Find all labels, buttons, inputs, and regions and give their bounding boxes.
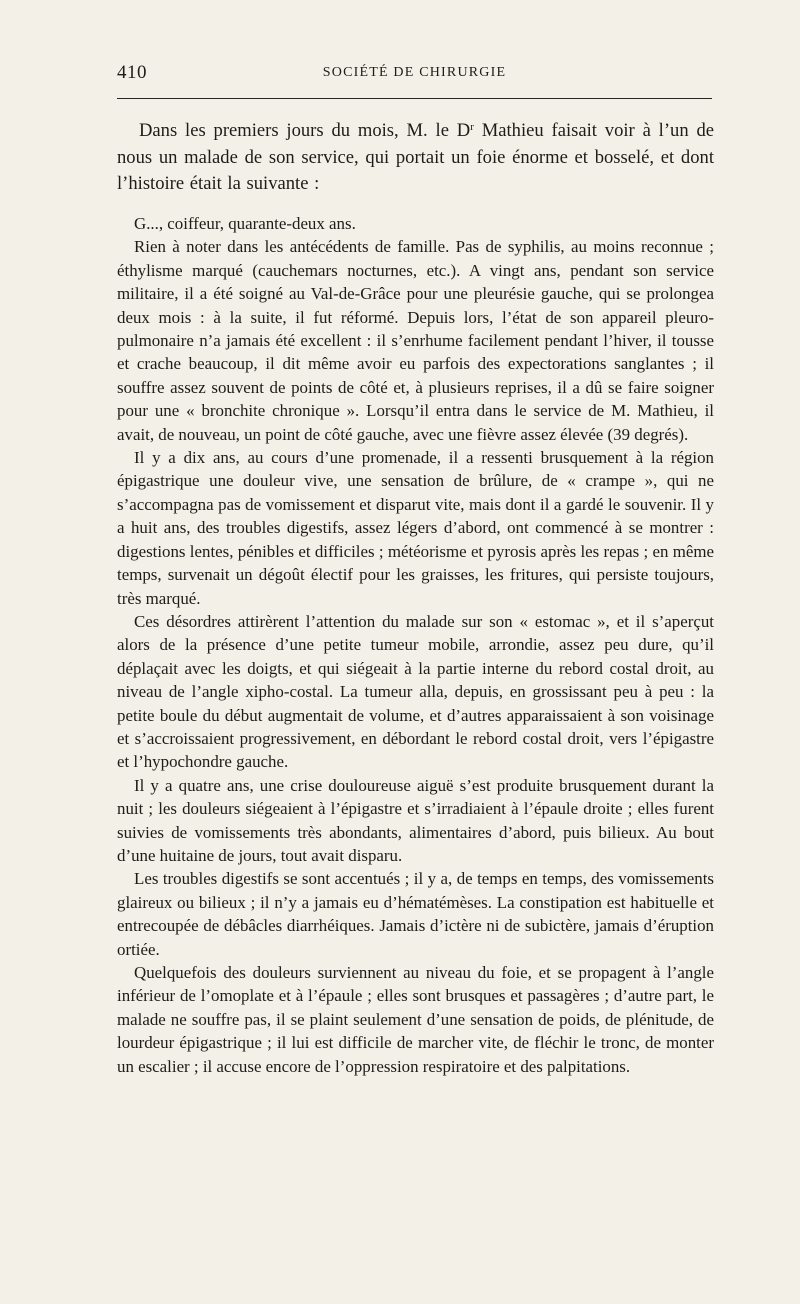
running-title: SOCIÉTÉ DE CHIRURGIE (322, 65, 507, 80)
case-paragraph-tumor: Ces désordres attirèrent l’attention du malade sur son « estomac », et il s’aperçut alors de la présence d’une petite tumeur mobile, arrondie, assez peu dure, qu’il déplaçait avec les doigts, et qui siégeait à la partie interne du rebord costal droit, au niveau de l’angle xipho-costal. La tumeur alla, depuis, en grossissant peu à peu : la petite boule du début augmentait de volume, et d’autres apparaissaient à son voisinage et s’accroissaient progressivement, en débordant le rebord costal droit, vers l’épigastre et l’hypochondre gauche. (117, 611, 714, 772)
case-paragraph-pain: Quelquefois des douleurs surviennent au niveau du foie, et se propagent à l’angle inférieur de l’omoplate et à l’épaule ; elles sont brusques et passagères ; d’autre part, le malade ne souffre pas, il se plaint seulement d’une sensation de poids, de plénitude, de lourdeur épigastrique ; il lui est difficile de marcher vite, de fléchir le tronc, de monter un escalier ; il accuse encore de l’oppression respiratoire et des palpitations. (117, 963, 714, 1076)
case-paragraph-onset: Il y a dix ans, au cours d’une promenade, il a ressenti brusquement à la région épigastrique une douleur vive, une sensation de brûlure, de « crampe », qui ne s’accompagna pas de vomissement et disparut vite, mais dont il a gardé le souvenir. Il y a huit ans, des troubles digestifs, assez légers d’abord, ont commencé à se montrer : digestions lentes, pénibles et difficiles ; météorisme et pyrosis après les repas ; en même temps, survenait un dégoût électif pour les graisses, les fritures, qui persiste toujours, très marqué. (117, 448, 714, 608)
case-paragraph-patient: G..., coiffeur, quarante-deux ans. (134, 214, 356, 233)
header-rule (117, 98, 712, 99)
case-paragraph-digestive: Les troubles digestifs se sont accentués ; il y a, de temps en temps, des vomissements glaireux ou bilieux ; il n’y a jamais eu d’hématémèses. La constipation est habituelle et entrecoupée de débâcles diarrhéiques. Jamais d’ictère ni de subictère, jamais d’éruption ortiée. (117, 869, 714, 959)
intro-text-end: Mathieu faisait voir à l’un de nous un malade de son service, qui portait un foie énorme et bosselé, et dont l’histoire était la suivante : (117, 120, 714, 195)
case-paragraph-crisis: Il y a quatre ans, une crise douloureuse aiguë s’est produite brusquement durant la nuit ; les douleurs siégeaient à l’épigastre et s’irradiaient à l’épaule droite ; elles furent suivies de vomissements très abondants, alimentaires d’abord, puis bilieux. Au bout d’une huitaine de jours, tout avait disparu. (117, 775, 714, 865)
case-history (117, 212, 714, 1078)
intro-paragraph (117, 118, 714, 198)
intro-text-start: Dans les premiers jours du mois, M. le D (139, 120, 471, 141)
page-number: 410 (117, 62, 147, 83)
doctor-title-superscript: r (470, 121, 474, 133)
running-head (117, 62, 712, 84)
case-paragraph-antecedents: Rien à noter dans les antécédents de famille. Pas de syphilis, au moins reconnue ; éthylisme marqué (cauchemars nocturnes, etc.). A vingt ans, pendant son service militaire, il a été soigné au Val-de-Grâce pour une pleurésie gauche, qui se prolongea deux mois : à la suite, il fut réformé. Depuis lors, l’état de son appareil pleuro-pulmonaire n’a jamais été excellent : il s’enrhume facilement pendant l’hiver, il tousse et crache beaucoup, il dit même avoir eu parfois des expectorations sanglantes ; il souffre assez souvent de points de côté et, à plusieurs reprises, il a dû se faire soigner pour une « bronchite chronique ». Lorsqu’il entra dans le service de M. Mathieu, il avait, de nouveau, un point de côté gauche, avec une fièvre assez élevée (39 degrés). (117, 237, 714, 444)
